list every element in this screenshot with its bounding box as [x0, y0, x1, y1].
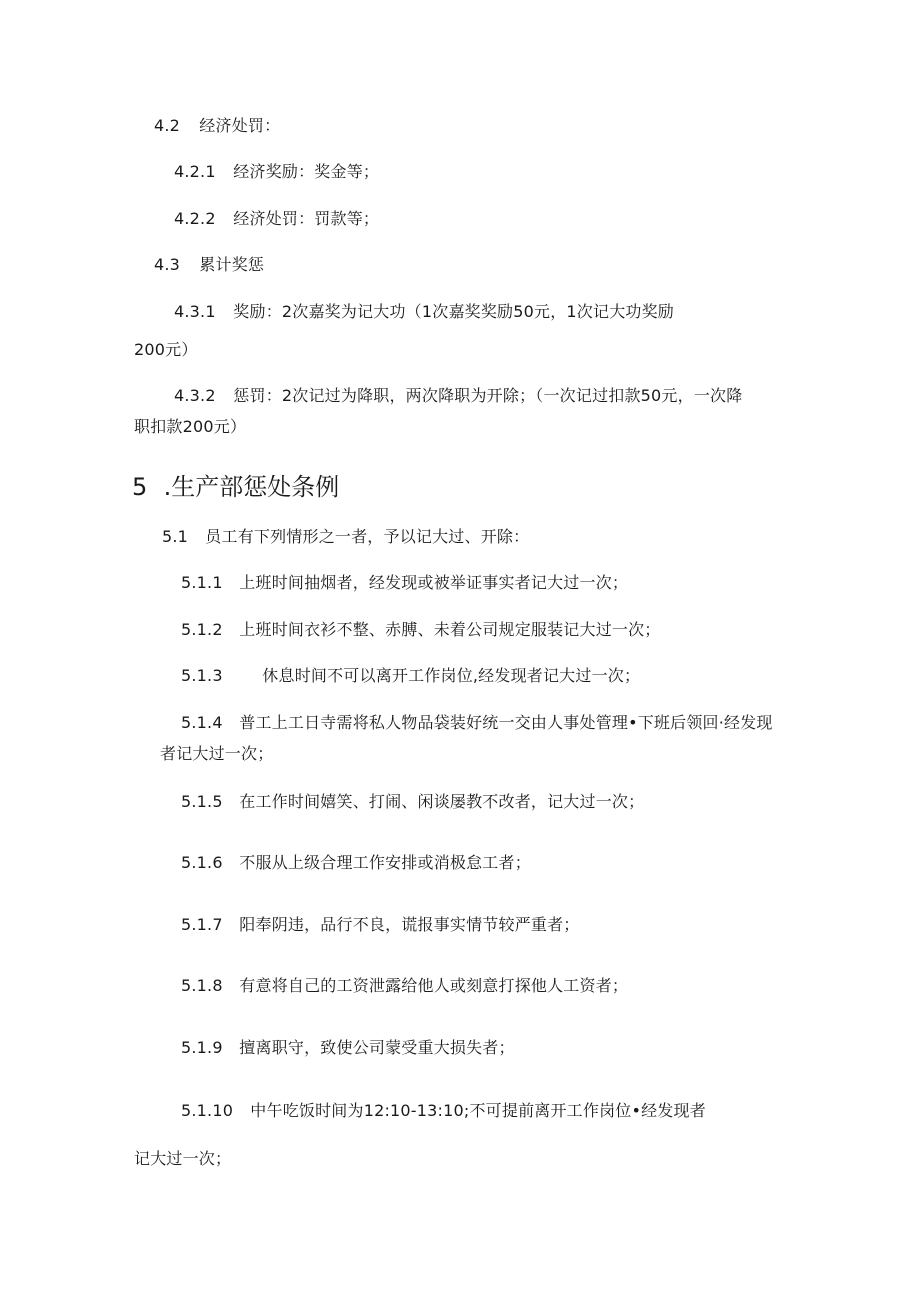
- section-number: 5.1.3: [181, 666, 223, 685]
- section-4-3-1-continuation: 200元）: [134, 340, 198, 359]
- section-number: 5.1.6: [181, 853, 223, 872]
- section-text: 上班时间衣衫不整、赤膊、未着公司规定服装记大过一次；: [239, 620, 661, 639]
- heading-section-5: [132, 472, 339, 502]
- heading-text: .生产部惩处条例: [163, 473, 340, 501]
- section-number: 5.1.1: [181, 573, 223, 592]
- section-text: 擅离职守，致使公司蒙受重大损失者；: [239, 1038, 515, 1057]
- section-text: 阳奉阴违，品行不良，谎报事实情节较严重者；: [239, 915, 580, 934]
- section-5-1-8: [181, 976, 628, 996]
- section-4-3-2-continuation: 职扣款200元）: [134, 417, 247, 436]
- section-4-3: [154, 255, 264, 275]
- section-number: 5.1.2: [181, 620, 223, 639]
- heading-number: 5: [132, 473, 148, 501]
- section-5-1-9: [181, 1038, 515, 1058]
- section-number: 5.1.9: [181, 1038, 223, 1057]
- section-text: 中午吃饭时间为12:10-13:10;不可提前离开工作岗位•经发现者: [250, 1101, 706, 1120]
- section-number: 5.1.10: [181, 1101, 234, 1120]
- section-number: 4.2.2: [174, 209, 216, 228]
- section-text: 经济奖励：奖金等；: [233, 162, 380, 181]
- section-text: 上班时间抽烟者，经发现或被举证事实者记大过一次；: [239, 573, 629, 592]
- section-4-2-2: [174, 209, 379, 229]
- section-5-1-4: [181, 713, 773, 733]
- section-number: 5.1: [162, 527, 189, 546]
- section-number: 5.1.8: [181, 976, 223, 995]
- section-text: 累计奖惩: [199, 255, 265, 274]
- section-number: 4.3.1: [174, 302, 216, 321]
- section-5-1-2: [181, 620, 661, 640]
- section-5-1: [162, 527, 529, 547]
- section-text: 惩罚：2次记过为降职，两次降职为开除；（一次记过扣款50元，一次降: [233, 386, 743, 405]
- section-5-1-10-continuation: 记大过一次；: [134, 1149, 232, 1168]
- section-5-1-10: [181, 1101, 706, 1121]
- section-4-2: [154, 116, 280, 136]
- section-4-2-1: [174, 162, 379, 182]
- section-5-1-5: [181, 792, 644, 812]
- section-number: 4.3.2: [174, 386, 216, 405]
- section-text: 休息时间不可以离开工作岗位,经发现者记大过一次；: [262, 666, 641, 685]
- section-text: 不服从上级合理工作安排或消极怠工者；: [239, 853, 531, 872]
- section-number: 4.2.1: [174, 162, 216, 181]
- section-5-1-3: [181, 666, 640, 686]
- section-text: 普工上工日寺需将私人物品袋装好统一交由人事处管理•下班后领回·经发现: [239, 713, 773, 732]
- section-5-1-4-continuation: 者记大过一次；: [160, 744, 274, 763]
- section-text: 经济处罚：: [199, 116, 281, 135]
- section-5-1-6: [181, 853, 531, 873]
- section-4-3-2: [174, 386, 742, 406]
- section-number: 5.1.5: [181, 792, 223, 811]
- section-text: 有意将自己的工资泄露给他人或刻意打探他人工资者；: [239, 976, 629, 995]
- section-number: 4.3: [154, 255, 181, 274]
- section-text: 奖励：2次嘉奖为记大功（1次嘉奖奖励50元，1次记大功奖励: [233, 302, 674, 321]
- section-text: 经济处罚：罚款等；: [233, 209, 380, 228]
- section-text: 在工作时间嬉笑、打闹、闲谈屡教不改者，记大过一次；: [239, 792, 645, 811]
- section-text: 员工有下列情形之一者，予以记大过、开除：: [205, 527, 530, 546]
- section-5-1-7: [181, 915, 580, 935]
- section-number: 4.2: [154, 116, 181, 135]
- section-number: 5.1.4: [181, 713, 223, 732]
- section-number: 5.1.7: [181, 915, 223, 934]
- section-4-3-1: [174, 302, 674, 322]
- section-5-1-1: [181, 573, 628, 593]
